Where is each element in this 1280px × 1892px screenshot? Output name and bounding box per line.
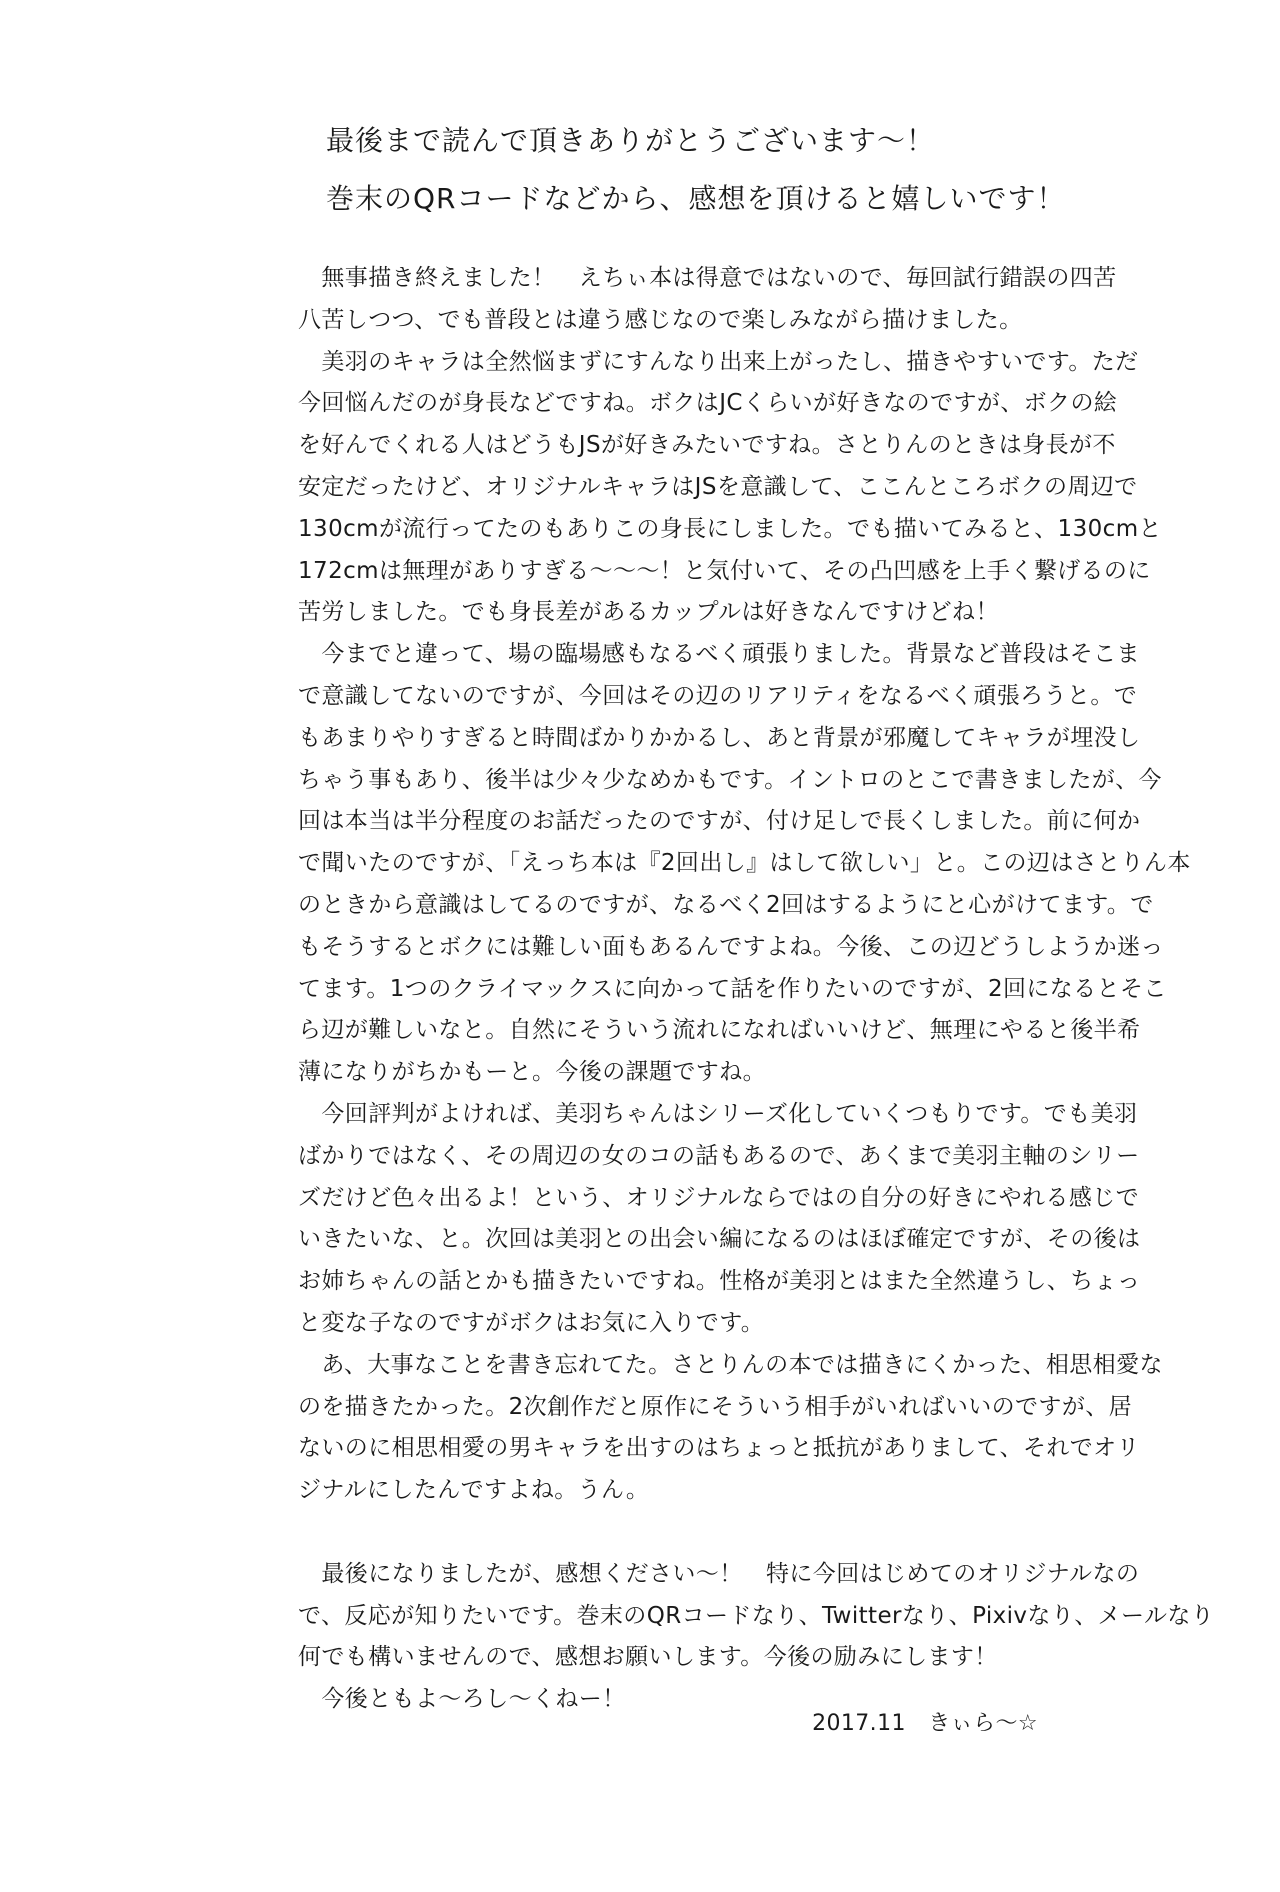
signature-date-author: 2017.11 きぃら～☆ (812, 1711, 1038, 1736)
body-line: 何でも構いませんので、感想お願いします。今後の励みにします！ (298, 1644, 998, 1671)
body-line: ちゃう事もあり、後半は少々少なめかもです。イントロのとこで書きましたが、今 (298, 766, 1162, 793)
body-line: 回は本当は半分程度のお話だったのですが、付け足しで長くしました。前に何か (298, 808, 1141, 835)
body-line: 今回悩んだのが身長などですね。ボクはJCくらいが好きなのですが、ボクの絵 (298, 390, 1118, 417)
body-line: てます。1つのクライマックスに向かって話を作りたいのですが、2回になるとそこ (298, 975, 1167, 1002)
afterword-heading (326, 112, 1206, 228)
body-line: いきたいな、と。次回は美羽との出会い編になるのはほぼ確定ですが、その後は (298, 1226, 1141, 1253)
body-line: ないのに相思相愛の男キャラを出すのはちょっと抵抗がありまして、それでオリ (298, 1435, 1140, 1462)
body-line: 今回評判がよければ、美羽ちゃんはシリーズ化していくつもりです。でも美羽 (298, 1100, 1138, 1127)
afterword-body (298, 258, 1215, 1721)
body-line: あ、大事なことを書き忘れてた。さとりんの本では描きにくかった、相思相愛な (298, 1351, 1163, 1378)
body-line: 苦労しました。でも身長差があるカップルは好きなんですけどね！ (298, 599, 999, 626)
body-line: ズだけど色々出るよ！という、オリジナルならではの自分の好きにやれる感じで (298, 1184, 1140, 1211)
body-line: もあまりやりすぎると時間ばかりかかるし、あと背景が邪魔してキャラが埋没し (298, 724, 1141, 751)
body-line: 今後ともよ～ろし～くねー！ (298, 1686, 626, 1713)
body-line: ら辺が難しいなと。自然にそういう流れになればいいけど、無理にやると後半希 (298, 1017, 1141, 1044)
heading-line-1: 最後まで読んで頂きありがとうございます～！ (326, 124, 936, 157)
body-line: で、反応が知りたいです。巻末のQRコードなり、Twitterなり、Pixivなり、メールなり (298, 1602, 1215, 1629)
body-line: お姉ちゃんの話とかも描きたいですね。性格が美羽とはまた全然違うし、ちょっ (298, 1268, 1141, 1295)
body-line: もそうするとボクには難しい面もあるんですよね。今後、この辺どうしようか迷っ (298, 933, 1164, 960)
body-line: 安定だったけど、オリジナルキャラはJSを意識して、ここんところボクの周辺で (298, 473, 1138, 500)
body-line: 美羽のキャラは全然悩まずにすんなり出来上がったし、描きやすいです。ただ (298, 348, 1139, 375)
body-line: のを描きたかった。2次創作だと原作にそういう相手がいればいいのですが、居 (298, 1393, 1133, 1420)
paragraph-gap (298, 1512, 1128, 1554)
body-line: 今までと違って、場の臨場感もなるべく頑張りました。背景など普段はそこま (298, 641, 1140, 668)
body-line: と変な子なのですがボクはお気に入りです。 (298, 1309, 765, 1336)
body-line: のときから意識はしてるのですが、なるべく2回はするようにと心がけてます。で (298, 891, 1154, 918)
body-line: ばかりではなく、その周辺の女のコの話もあるので、あくまで美羽主軸のシリー (298, 1142, 1140, 1169)
body-line: 130cmが流行ってたのもありこの身長にしました。でも描いてみると、130cmと (298, 515, 1162, 542)
body-line: ジナルにしたんですよね。うん。 (298, 1477, 650, 1504)
body-line: で意識してないのですが、今回はその辺のリアリティをなるべく頑張ろうと。で (298, 682, 1138, 709)
body-line: 無事描き終えました！ えちぃ本は得意ではないので、毎回試行錯誤の四苦 (298, 265, 1117, 291)
body-line: で聞いたのですが、「えっち本は『2回出し』はして欲しい」と。この辺はさとりん本 (298, 850, 1191, 877)
body-line: 最後になりましたが、感想ください～！ 特に今回はじめてのオリジナルなの (298, 1560, 1140, 1587)
body-line: 薄になりがちかもーと。今後の課題ですね。 (298, 1059, 766, 1086)
heading-line-2: 巻末のQRコードなどから、感想を頂けると嬉しいです！ (326, 182, 1066, 215)
body-line: 172cmは無理がありすぎる～～～！と気付いて、その凸凹感を上手く繋げるのに (298, 557, 1151, 584)
body-line: を好んでくれる人はどうもJSが好きみたいですね。さとりんのときは身長が不 (298, 432, 1116, 459)
body-line: 八苦しつつ、でも普段とは違う感じなので楽しみながら描けました。 (298, 306, 1023, 333)
